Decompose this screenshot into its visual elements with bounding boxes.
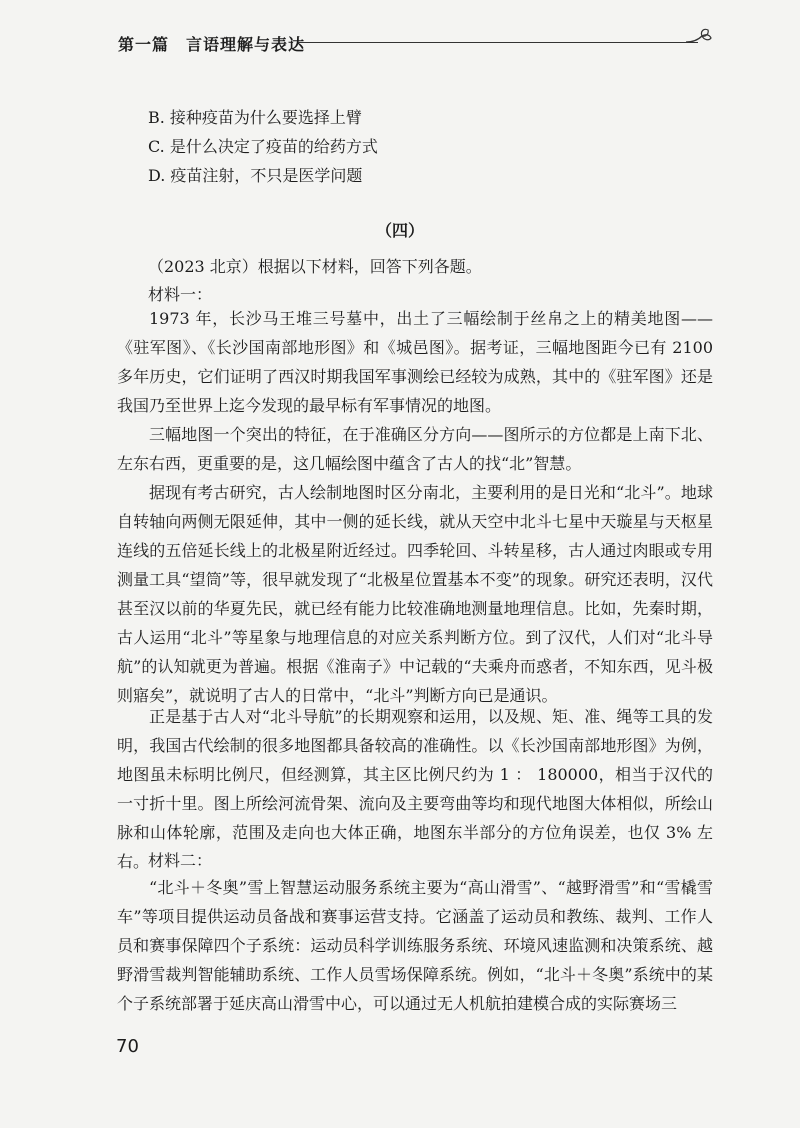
page-header	[118, 28, 718, 58]
paragraph-4: 正是基于古人对“北斗导航”的长期观察和运用，以及规、矩、准、绳等工具的发明，我国古代绘制的很多地图都具备较高的准确性。以《长沙国南部地形图》为例，地图虽未标明比例尺，但经测算，其主区比例尺约为 1 ： 180000，相当于汉代的一寸折十里。图上所绘河流骨架、流向及主要弯曲等均和现代地图大体相似，所绘山脉和山体轮廓，范围及走向也大体正确，地图东半部分的方位角误差，也仅 3% 左右。	[117, 707, 713, 871]
material-1-label: 材料一：	[148, 285, 213, 304]
paragraph-3: 据现有考古研究，古人绘制地图时区分南北，主要利用的是日光和“北斗”。地球自转轴向两侧无限延伸，其中一侧的延长线，就从天空中北斗七星中天璇星与天枢星连线的五倍延长线上的北极星附近经过。四季轮回、斗转星移，古人通过肉眼或专用测量工具“望筒”等，很早就发现了“北极星位置基本不变”的现象。研究还表明，汉代甚至汉以前的华夏先民，就已经有能力比较准确地测量地理信息。比如，先秦时期，古人运用“北斗”等星象与地理信息的对应关系判断方位。到了汉代，人们对“北斗导航”的认知就更为普遍。根据《淮南子》中记载的“夫乘舟而惑者，不知东西，见斗极则寤矣”，就说明了古人的日常中，“北斗”判断方向已是通识。	[117, 483, 713, 705]
option-c: C. 是什么决定了疫苗的给药方式	[148, 137, 378, 156]
paragraph-5: “北斗＋冬奥”雪上智慧运动服务系统主要为“高山滑雪”、“越野滑雪”和“雪橇雪车”等项目提供运动员备战和赛事运营支持。它涵盖了运动员和教练、裁判、工作人员和赛事保障四个子系统：运动员科学训练服务系统、环境风速监测和决策系统、越野滑雪裁判智能辅助系统、工作人员雪场保障系统。例如，“北斗＋冬奥”系统中的某个子系统部署于延庆高山滑雪中心，可以通过无人机航拍建模合成的实际赛场三	[117, 878, 713, 1013]
page-number: 70	[116, 1036, 139, 1057]
option-b: B. 接种疫苗为什么要选择上臂	[148, 108, 362, 127]
sprout-icon	[678, 28, 718, 58]
section-title: （四）	[375, 221, 424, 240]
material-2-label: 材料二：	[148, 851, 213, 870]
section-intro: （2023 北京）根据以下材料，回答下列各题。	[148, 257, 482, 276]
paragraph-1: 1973 年，长沙马王堆三号墓中，出土了三幅绘制于丝帛之上的精美地图——《驻军图》、《长沙国南部地形图》和《城邑图》。据考证，三幅地图距今已有 2100 多年历史，它们证明了西汉时期我国军事测绘已经较为成熟，其中的《驻军图》还是我国乃至世界上迄今发现的最早标有军事情况的地图。	[117, 309, 713, 415]
option-d: D. 疫苗注射，不只是医学问题	[148, 166, 363, 185]
header-rule	[298, 42, 698, 43]
header-title: 第一篇 言语理解与表达	[118, 35, 306, 54]
paragraph-2: 三幅地图一个突出的特征，在于准确区分方向——图所示的方位都是上南下北、左东右西，更重要的是，这几幅绘图中蕴含了古人的找“北”智慧。	[117, 425, 713, 473]
